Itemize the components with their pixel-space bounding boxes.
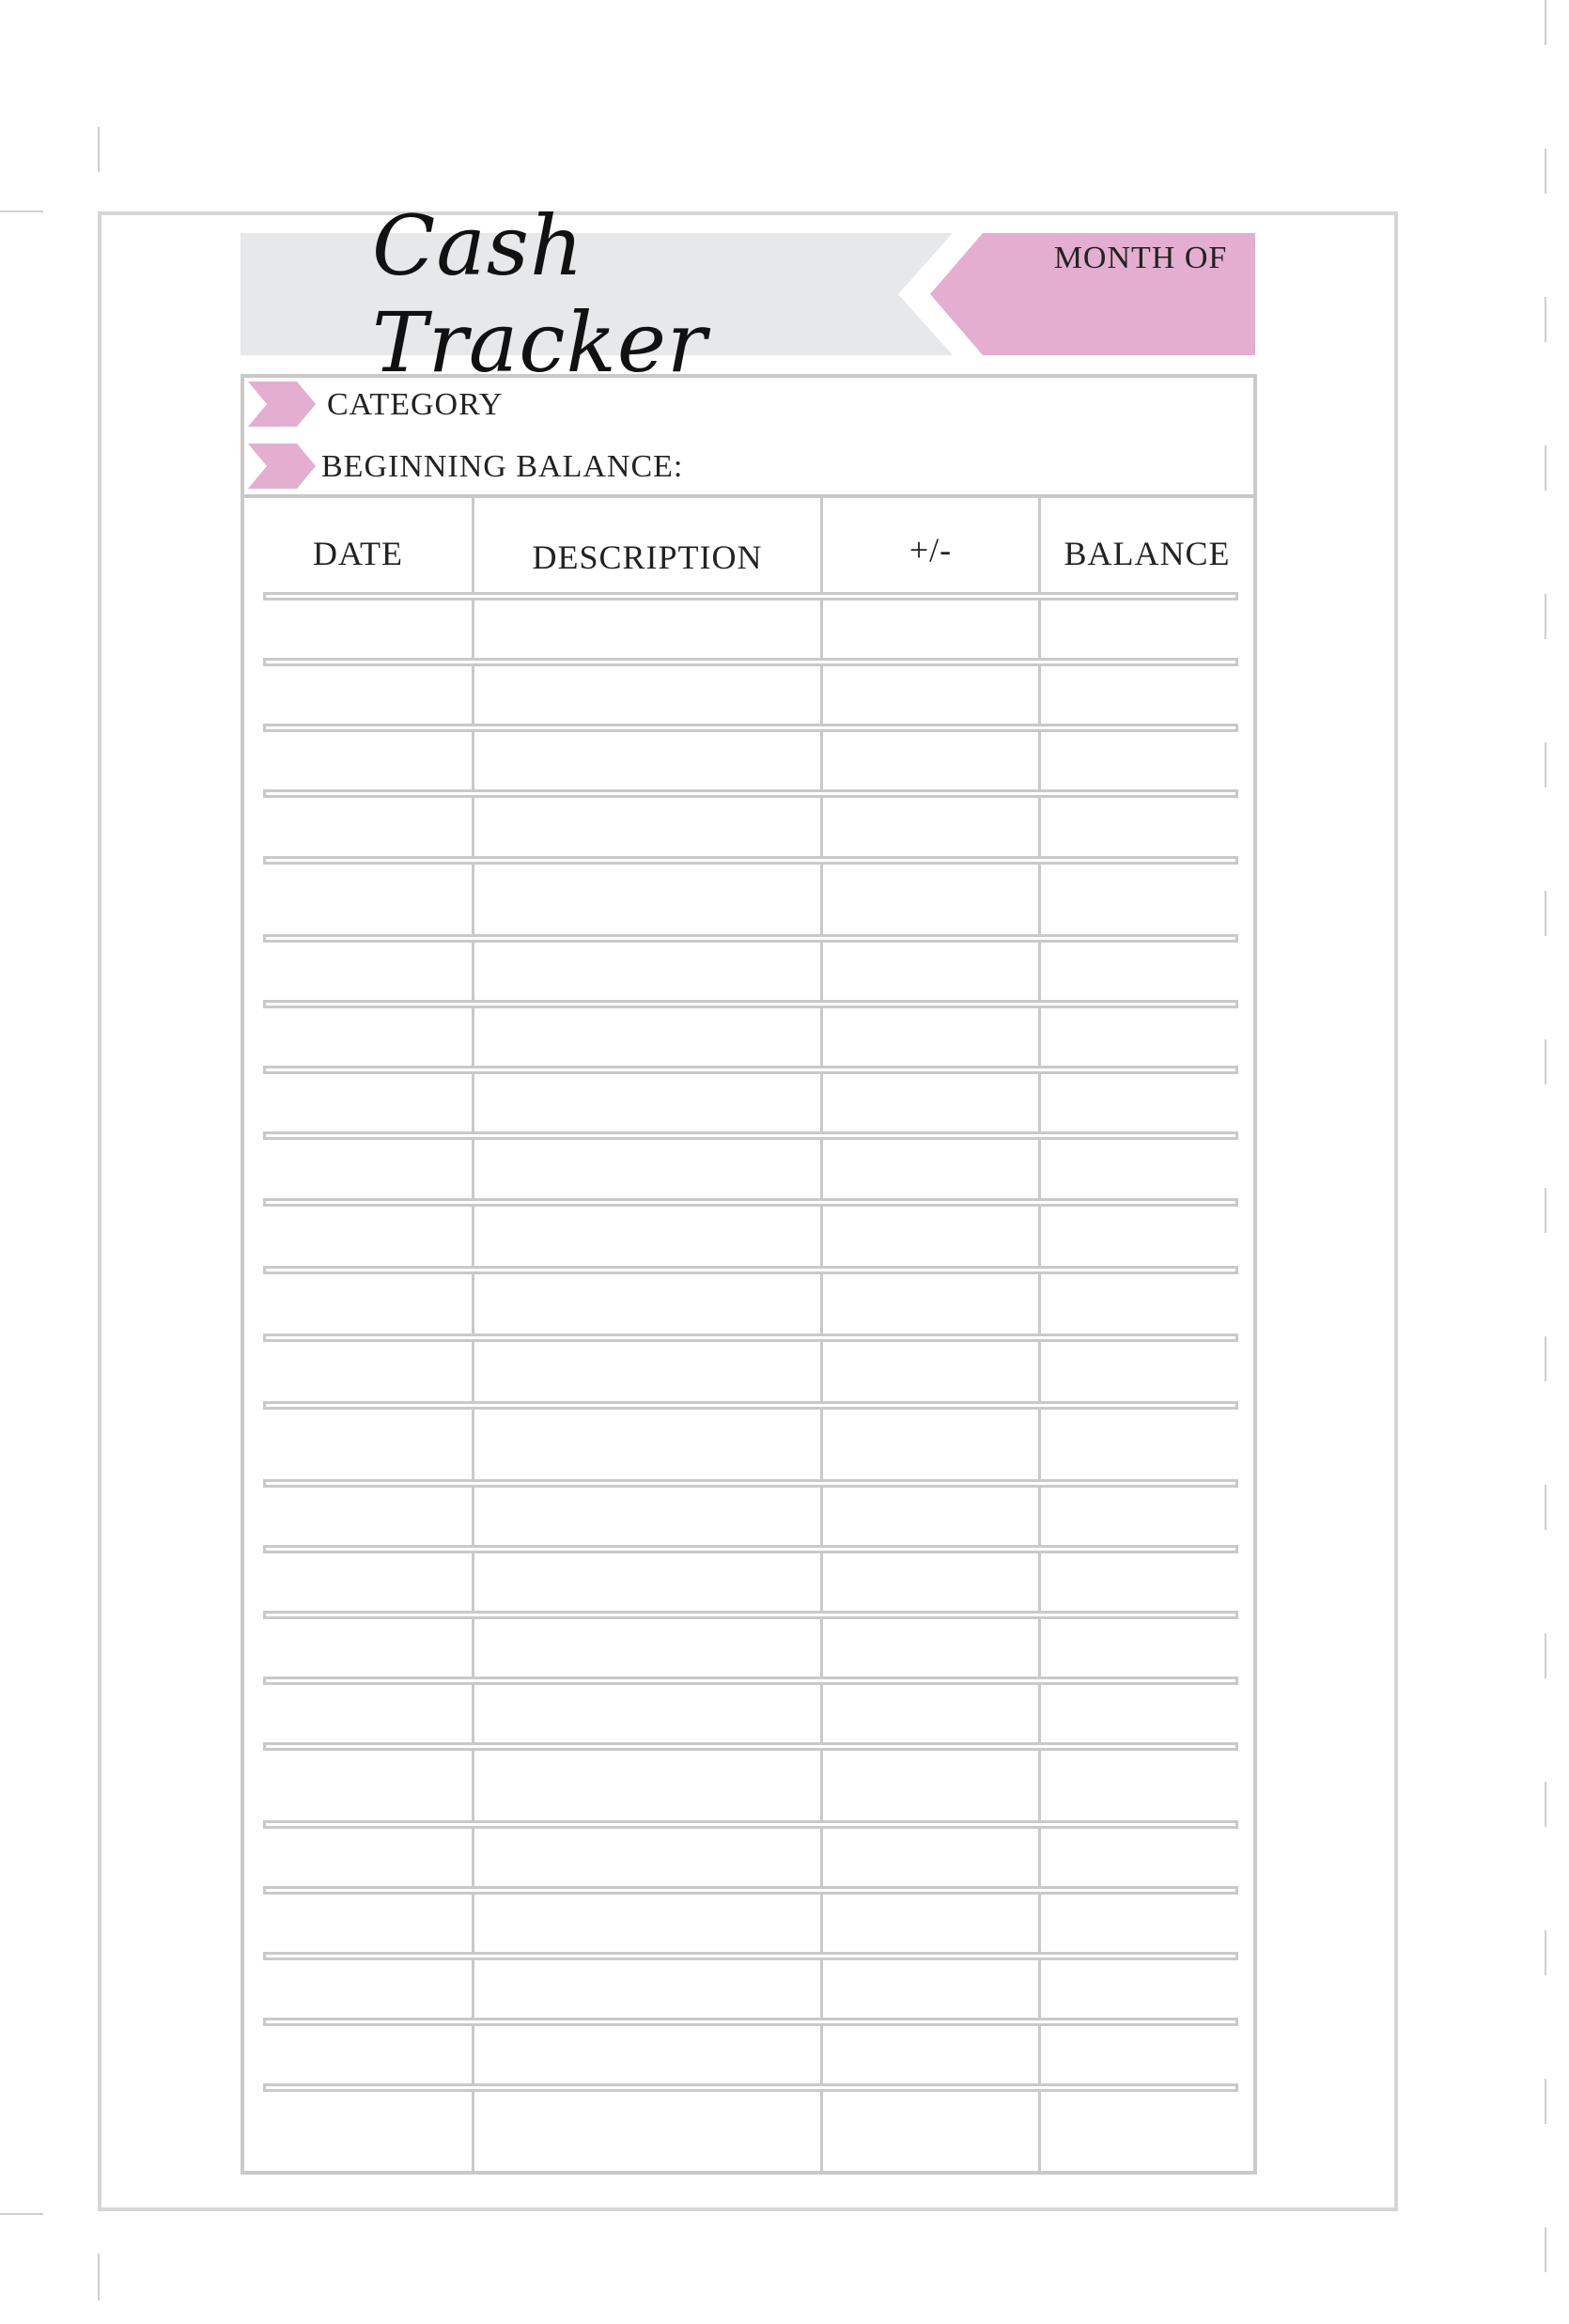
crop-mark [1545,1633,1546,1678]
title-banner [241,197,1255,391]
table-row [263,1952,1238,1960]
table-row [263,856,1238,865]
info-box [241,374,1257,498]
beginning-balance-label: BEGINNING BALANCE: [321,449,684,484]
table-row [263,1266,1238,1274]
crop-mark [1545,1039,1546,1084]
table-row [263,1886,1238,1895]
crop-mark [1545,1336,1546,1381]
table-row [263,1000,1238,1008]
month-of-label: MONTH OF [1053,241,1228,275]
table-row [263,2018,1238,2026]
crop-mark [98,2254,100,2301]
crop-mark [1545,742,1546,788]
table-row [263,1066,1238,1074]
chevron-right-icon [248,382,318,427]
category-row [244,378,1253,434]
table-row [263,789,1238,798]
table-row [263,1677,1238,1685]
column-header-plus-minus: +/- [909,531,953,569]
beginning-balance-row [244,440,1253,496]
ledger-table [241,494,1257,2175]
crop-mark [98,127,100,172]
column-header-description: DESCRIPTION [532,538,763,576]
crop-mark [1545,2227,1546,2272]
crop-mark [1545,445,1546,491]
table-row [263,2083,1238,2092]
crop-mark [1545,1188,1546,1233]
table-row [263,1820,1238,1829]
table-row [263,724,1238,732]
table-row [263,1611,1238,1619]
table-row [263,1545,1238,1553]
table-row [263,1198,1238,1207]
crop-mark [1545,891,1546,936]
crop-mark [1545,297,1546,342]
column-header-date: DATE [313,535,403,572]
column-header-balance: BALANCE [1064,535,1231,572]
crop-mark [0,211,43,212]
category-label: CATEGORY [327,387,504,422]
page-title: Cash Tracker [372,197,707,391]
table-row [263,1479,1238,1488]
crop-mark [1545,2079,1546,2124]
table-row [263,934,1238,943]
chevron-right-icon [248,444,318,489]
table-row [263,658,1238,666]
crop-mark [1545,0,1546,45]
crop-mark [1545,594,1546,639]
table-row [263,1401,1238,1410]
table-row [263,1334,1238,1342]
table-row [263,1131,1238,1140]
table-row [263,1742,1238,1751]
crop-mark [1545,1485,1546,1530]
crop-mark [0,2213,43,2215]
crop-mark [1545,148,1546,194]
crop-mark [1545,1930,1546,1975]
table-row [263,592,1238,600]
crop-mark [1545,1782,1546,1827]
